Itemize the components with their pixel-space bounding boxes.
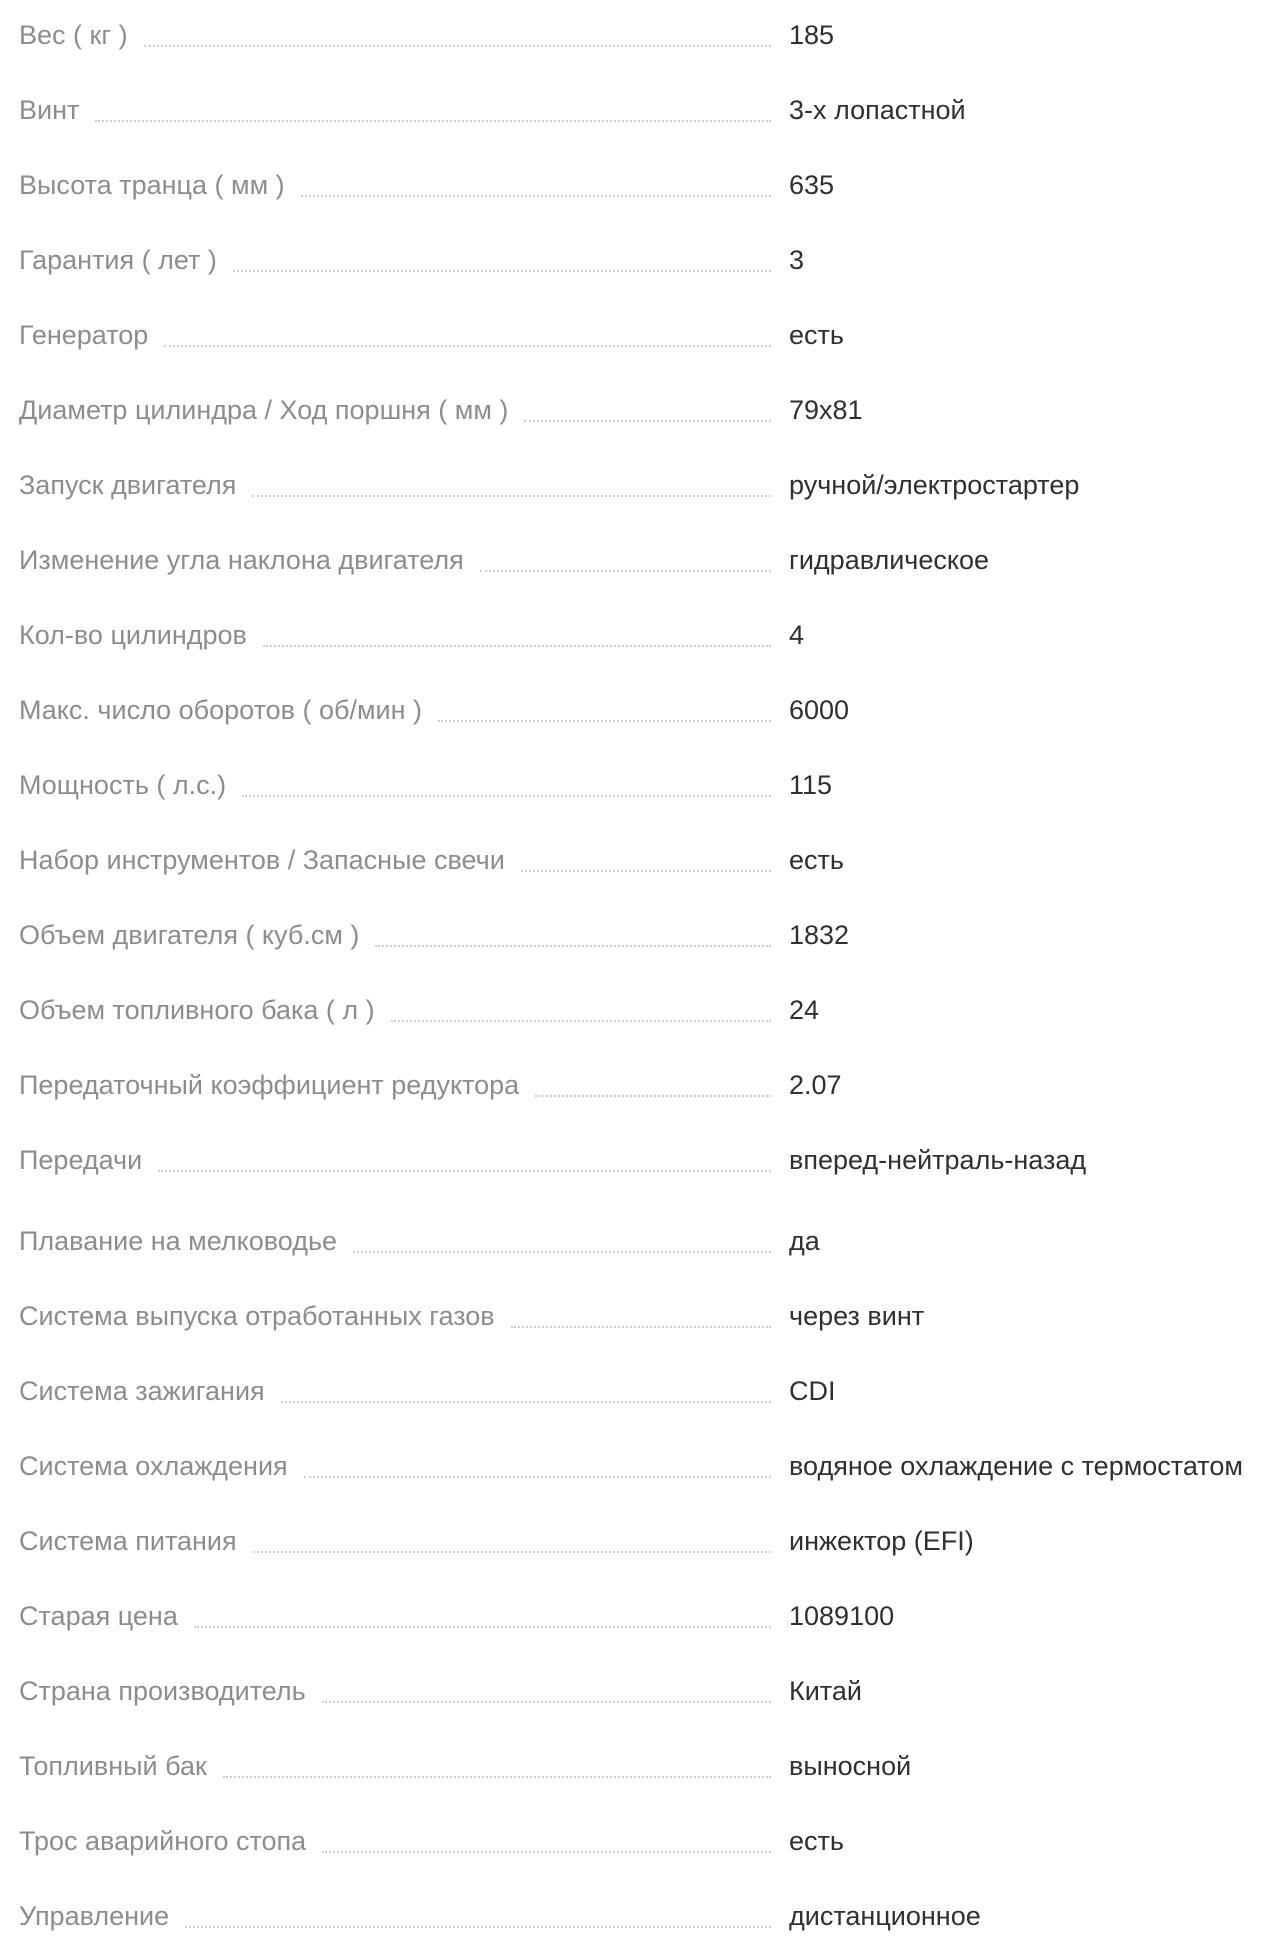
spec-value: 115 — [789, 770, 833, 800]
spec-value: выносной — [789, 1751, 912, 1781]
spec-value: 1832 — [789, 920, 850, 950]
dotted-leader — [391, 1010, 771, 1022]
spec-row — [0, 1671, 1270, 1711]
dotted-leader — [353, 1241, 771, 1253]
spec-value: 79x81 — [789, 395, 863, 425]
spec-label: Запуск двигателя — [19, 470, 237, 500]
dotted-leader — [480, 560, 771, 572]
spec-label: Система зажигания — [19, 1376, 265, 1406]
spec-label: Набор инструментов / Запасные свечи — [19, 845, 505, 875]
spec-label: Плавание на мелководье — [19, 1226, 338, 1256]
spec-row — [0, 240, 1270, 280]
dotted-leader — [322, 1841, 771, 1853]
spec-row — [0, 315, 1270, 355]
spec-value: вперед-нейтраль-назад — [789, 1145, 1087, 1175]
spec-row — [0, 1140, 1270, 1180]
spec-label: Диаметр цилиндра / Ход поршня ( мм ) — [19, 395, 509, 425]
dotted-leader — [511, 1316, 771, 1328]
spec-value: есть — [789, 845, 844, 875]
spec-label: Макс. число оборотов ( об/мин ) — [19, 695, 423, 725]
dotted-leader — [304, 1466, 771, 1478]
dotted-leader — [524, 410, 771, 422]
spec-row — [0, 1371, 1270, 1411]
dotted-leader — [223, 1766, 771, 1778]
spec-value: 6000 — [789, 695, 850, 725]
dotted-leader — [252, 485, 771, 497]
spec-value: есть — [789, 1826, 844, 1856]
spec-row — [0, 165, 1270, 205]
spec-label: Передаточный коэффициент редуктора — [19, 1070, 520, 1100]
spec-value: 3 — [789, 245, 805, 275]
spec-value: CDI — [789, 1376, 836, 1406]
spec-row — [0, 765, 1270, 805]
spec-label: Система питания — [19, 1526, 237, 1556]
spec-row — [0, 690, 1270, 730]
spec-label: Объем топливного бака ( л ) — [19, 995, 375, 1025]
spec-value: Китай — [789, 1676, 862, 1706]
spec-value: 3-х лопастной — [789, 95, 966, 125]
spec-value: ручной/электростартер — [789, 470, 1080, 500]
dotted-leader — [185, 1916, 771, 1928]
spec-row — [0, 1596, 1270, 1636]
spec-label: Гарантия ( лет ) — [19, 245, 217, 275]
spec-value: инжектор (EFI) — [789, 1526, 974, 1556]
dotted-leader — [95, 110, 771, 122]
spec-value: дистанционное — [789, 1901, 981, 1931]
spec-value: водяное охлаждение с термостатом — [789, 1451, 1243, 1481]
spec-label: Винт — [19, 95, 80, 125]
spec-row — [0, 390, 1270, 430]
spec-row — [0, 15, 1270, 55]
spec-value: гидравлическое — [789, 545, 990, 575]
dotted-leader — [438, 710, 771, 722]
dotted-leader — [233, 260, 771, 272]
spec-row — [0, 1521, 1270, 1561]
spec-label: Мощность ( л.с.) — [19, 770, 227, 800]
spec-label: Система охлаждения — [19, 1451, 288, 1481]
spec-label: Трос аварийного стопа — [19, 1826, 307, 1856]
spec-label: Кол-во цилиндров — [19, 620, 247, 650]
spec-value: 185 — [789, 20, 835, 50]
spec-label: Передачи — [19, 1145, 143, 1175]
spec-label: Система выпуска отработанных газов — [19, 1301, 495, 1331]
spec-row — [0, 1746, 1270, 1786]
spec-label: Страна производитель — [19, 1676, 306, 1706]
spec-row — [0, 840, 1270, 880]
spec-row — [0, 1821, 1270, 1861]
spec-row — [0, 1896, 1270, 1936]
dotted-leader — [194, 1616, 771, 1628]
dotted-leader — [375, 935, 771, 947]
spec-row — [0, 540, 1270, 580]
dotted-leader — [281, 1391, 771, 1403]
dotted-leader — [535, 1085, 771, 1097]
spec-label: Изменение угла наклона двигателя — [19, 545, 464, 575]
spec-row — [0, 1065, 1270, 1105]
spec-label: Топливный бак — [19, 1751, 207, 1781]
spec-row — [0, 1446, 1270, 1486]
spec-row — [0, 990, 1270, 1030]
spec-row — [0, 1296, 1270, 1336]
spec-row — [0, 465, 1270, 505]
spec-value: 4 — [789, 620, 805, 650]
spec-row — [0, 615, 1270, 655]
dotted-leader — [322, 1691, 771, 1703]
spec-value: 1089100 — [789, 1601, 895, 1631]
dotted-leader — [521, 860, 771, 872]
spec-row — [0, 915, 1270, 955]
spec-label: Объем двигателя ( куб.см ) — [19, 920, 360, 950]
dotted-leader — [301, 185, 771, 197]
spec-value: есть — [789, 320, 844, 350]
dotted-leader — [253, 1541, 771, 1553]
spec-label: Генератор — [19, 320, 149, 350]
spec-value: 635 — [789, 170, 835, 200]
dotted-leader — [263, 635, 771, 647]
dotted-leader — [242, 785, 771, 797]
spec-label: Старая цена — [19, 1601, 178, 1631]
spec-value: 2.07 — [789, 1070, 842, 1100]
dotted-leader — [158, 1160, 771, 1172]
spec-value: через винт — [789, 1301, 925, 1331]
spec-label: Высота транца ( мм ) — [19, 170, 285, 200]
spec-value: да — [789, 1226, 820, 1256]
spec-row — [0, 90, 1270, 130]
spec-row — [0, 1221, 1270, 1261]
spec-label: Управление — [19, 1901, 170, 1931]
dotted-leader — [144, 35, 771, 47]
spec-value: 24 — [789, 995, 820, 1025]
spec-label: Вес ( кг ) — [19, 20, 128, 50]
dotted-leader — [164, 335, 771, 347]
